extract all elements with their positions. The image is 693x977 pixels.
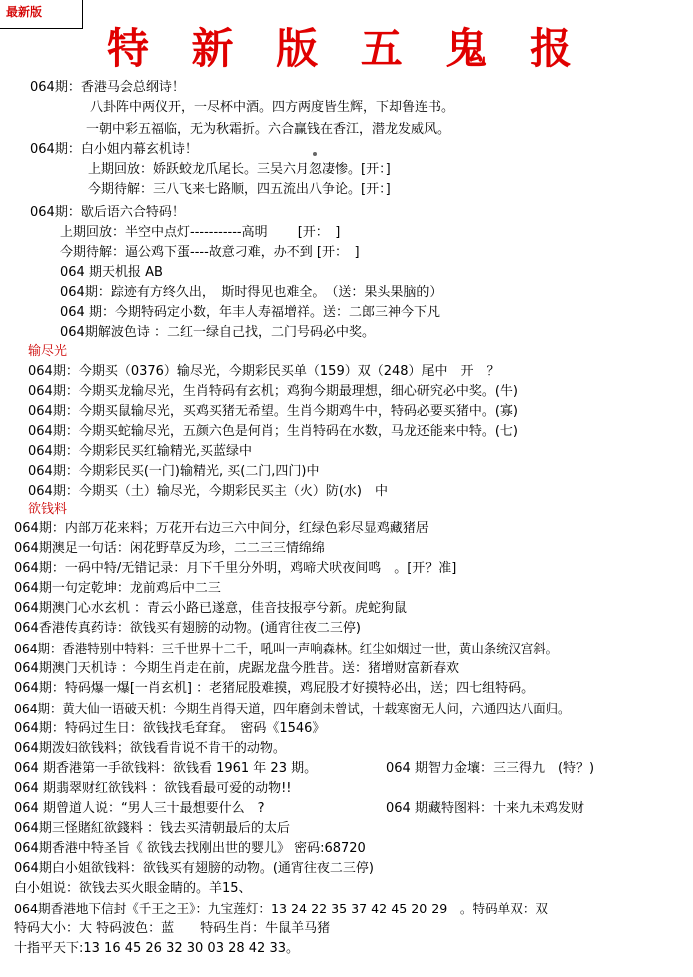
line: 白小姐说：欲钱去买火眼金睛的。羊15、 [14, 881, 252, 896]
line: 一朝中彩五福临，无为秋霜折。六合赢钱在香江，潜龙发威风。 [86, 122, 451, 137]
line: 064 期藏特图料：十来九未鸡发财 [386, 801, 584, 816]
line: 064期：今期买蛇输尽光，五颜六色是何肖；生肖特码在水数，马龙还能来中特。(七) [28, 424, 518, 439]
line: 今期待解：三八飞来七路顺，四五流出八争论。[开：] [88, 182, 391, 197]
line: 064期：香港马会总纲诗！ [30, 80, 185, 95]
page-title: 特 新 版 五 鬼 报 [106, 24, 587, 73]
line: 064期香港地下信封《千王之王》：九宝莲灯：13 24 22 35 37 42 45 20 29 。特码单双：双 [14, 901, 549, 916]
line: 064期：一码中特/无错记录：月下千里分外明，鸡啼犬吠夜间鸣 。[开？准] [14, 561, 457, 576]
line: 064期澳门天机诗 ：今期生肖走在前，虎踞龙盘今胜昔。送：猪增财富新春欢 [14, 661, 459, 676]
line: 064期：黄大仙一语破天机：今期生肖得天道，四年磨剑未曾试，十载寒窗无人问，六通四达八面归。 [14, 701, 571, 716]
line: 064期白小姐欲钱料：欲钱买有翅膀的动物。(通宵往夜二三停) [14, 861, 374, 876]
line: 064 期香港第一手欲钱料：欲钱看 1961 年 23 期。 [14, 761, 318, 776]
line: 上期回放：娇跃蛟龙爪尾长。三吴六月忽凄惨。[开：] [88, 162, 391, 177]
line: 064期解波色诗 ：二红一绿自己找，二门号码必中奖。 [60, 325, 375, 340]
line: 064期：特码爆一爆[一肖玄机] ：老猪屁股难摸，鸡屁股才好摸特必出，送；四七组特码。 [14, 681, 535, 696]
line: 064期：今期买（0376）输尽光，今期彩民买单（159）双（248）尾中 开 ？ [28, 364, 500, 379]
line: 064期三怪賭紅欲錢料 ：钱去买清朝最后的太后 [14, 821, 290, 836]
line: 064期：今期买鼠输尽光，买鸡买猪无希望。生肖今期鸡牛中，特码必要买猪中。(寡) [28, 404, 518, 419]
line: 064期：内部万花来料；万花开右边三六中间分，红绿色彩尽显鸡藏猪居 [14, 521, 429, 536]
section-heading-yuqianliao: 欲钱料 [28, 502, 68, 517]
line: 064期香港中特圣旨《 欲钱去找刚出世的婴儿》 密码:68720 [14, 841, 366, 856]
line: 064期：香港特别中特料：三千世界十二千，吼叫一声响森林。红尘如烟过一世，黄山条统汉宫斜。 [14, 641, 559, 656]
line: 064期：踪迹有方终久出， 斯时得见也难全。 （送：果头果脑的） [60, 285, 443, 300]
line: 064期：白小姐内幕玄机诗！ [30, 142, 198, 157]
line: 064期澳足一句话：闲花野草反为珍，二二三三情绵绵 [14, 541, 325, 556]
line: 064 期：今期特码定小数，年丰人寿福增祥。送：二郎三神今下凡 [60, 305, 440, 320]
line: 064期：今期彩民买红输精光,买蓝绿中 [28, 444, 252, 459]
line: 064 期智力金壤：三三得九 (特？) [386, 761, 595, 776]
line: 064 期翡翠财红欲钱料 ：欲钱看最可爱的动物!! [14, 781, 292, 796]
line: 064 期天机报 AB [60, 265, 163, 280]
line: 064 期曾道人说：“男人三十最想要什么 ? [14, 801, 265, 816]
line: 十指平天下:13 16 45 26 32 30 03 28 42 33。 [14, 941, 299, 956]
line: 064期泼妇欲钱料；欲钱看肯说不肯干的动物。 [14, 741, 286, 756]
decorative-dot [313, 152, 317, 156]
line: 064期：歇后语六合特码！ [30, 205, 185, 220]
line: 064香港传真药诗：欲钱买有翅膀的动物。(通宵往夜二三停) [14, 621, 361, 636]
line: 064期：今期彩民买(一门)输精光, 买(二门,四门)中 [28, 464, 320, 479]
line: 064期一句定乾坤：龙前鸡后中二三 [14, 581, 221, 596]
line: 064期：特码过生日：欲钱找毛耷耷。 密码《1546》 [14, 721, 326, 736]
line: 064期：今期买（土）输尽光，今期彩民买主（火）防(水) 中 [28, 484, 388, 499]
section-heading-shujinguang: 输尽光 [28, 344, 68, 359]
line: 064期澳门心水玄机 ：青云小路已遂意，佳音技报亭兮新。虎蛇狗鼠 [14, 601, 407, 616]
line: 八卦阵中两仪开，一尽杯中酒。四方两度皆生辉，下却鲁连书。 [90, 100, 455, 115]
line: 今期待解：逼公鸡下蛋----故意刁难，办不到 [开： ] [60, 245, 360, 260]
line: 064期：今期买龙输尽光，生肖特码有玄机；鸡狗今期最理想，细心研究必中奖。(牛) [28, 384, 518, 399]
line: 上期回放：半空中点灯-----------高明 [开： ] [60, 225, 341, 240]
line: 特码大小：大 特码波色：蓝 特码生肖：牛鼠羊马猪 [14, 921, 331, 936]
version-badge-label: 最新版 [6, 5, 43, 19]
